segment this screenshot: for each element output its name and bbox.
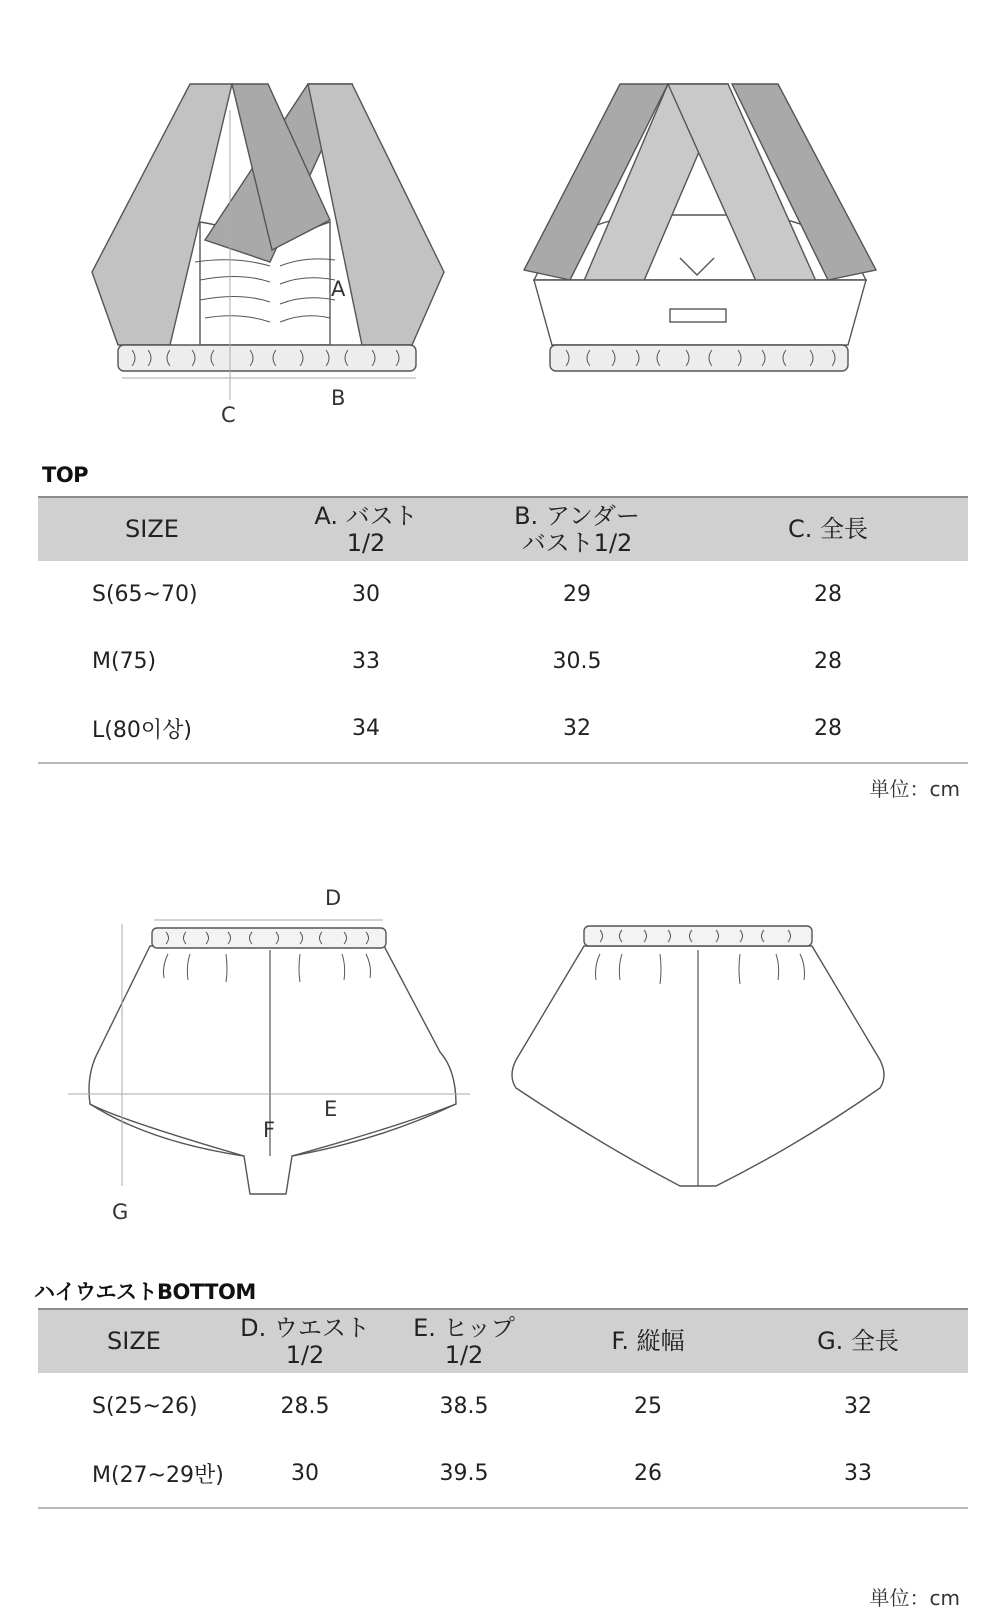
table-row	[38, 695, 968, 763]
top-section-title: TOP	[42, 463, 89, 487]
cell-size: S(25~26)	[92, 1394, 198, 1419]
label-f: F	[263, 1118, 276, 1142]
table-row	[38, 1373, 968, 1440]
header-size: SIZE	[38, 497, 266, 561]
table-header-row	[38, 1309, 968, 1373]
cell-size: M(75)	[92, 649, 157, 674]
header-rise: F. 縦幅	[548, 1309, 748, 1373]
label-e: E	[324, 1097, 338, 1121]
cell-bust: 33	[352, 649, 380, 674]
header-waist: D. ウエスト 1/2	[230, 1309, 380, 1373]
cell-waist: 28.5	[280, 1394, 330, 1419]
cell-size: S(65~70)	[92, 582, 198, 607]
header-size: SIZE	[38, 1309, 230, 1373]
cell-size: L(80이상)	[38, 695, 266, 763]
table-row	[38, 628, 968, 695]
top-front-drawing	[92, 84, 444, 400]
cell-length: 28	[688, 695, 968, 763]
cell-waist: 30	[230, 1440, 380, 1508]
cell-under-bust: 30.5	[552, 649, 602, 674]
top-back-drawing	[524, 84, 876, 371]
cell-size: M(27~29반)	[38, 1440, 230, 1508]
header-under-bust: B. アンダー バスト1/2	[466, 497, 688, 561]
bottom-unit-note: 単位：cm	[869, 1586, 960, 1610]
table-row	[38, 1440, 968, 1508]
label-a: A	[331, 277, 346, 301]
cell-rise: 26	[548, 1440, 748, 1508]
cell-under-bust: 29	[563, 582, 591, 607]
label-d: D	[325, 886, 342, 910]
cell-hip: 38.5	[439, 1394, 489, 1419]
label-g: G	[112, 1200, 129, 1224]
table-header-row	[38, 497, 968, 561]
bottom-front-drawing	[68, 920, 470, 1194]
bottom-back-drawing	[512, 926, 884, 1186]
cell-length: 33	[748, 1440, 968, 1508]
top-diagram	[0, 0, 1000, 440]
header-bust: A. バスト 1/2	[266, 497, 466, 561]
top-unit-note: 単位：cm	[869, 777, 960, 801]
cell-length: 28	[814, 582, 842, 607]
header-hip: E. ヒップ 1/2	[380, 1309, 548, 1373]
cell-length: 32	[844, 1394, 872, 1419]
header-length: C. 全長	[688, 497, 968, 561]
bottom-section-title: ハイウエストBOTTOM	[34, 1280, 256, 1304]
label-c: C	[221, 403, 236, 427]
label-b: B	[331, 386, 346, 410]
cell-length: 28	[814, 649, 842, 674]
top-size-table	[38, 496, 968, 764]
header-length: G. 全長	[748, 1309, 968, 1373]
cell-bust: 30	[352, 582, 380, 607]
cell-under-bust: 32	[466, 695, 688, 763]
cell-bust: 34	[266, 695, 466, 763]
bottom-size-table	[38, 1308, 968, 1509]
cell-rise: 25	[634, 1394, 662, 1419]
cell-hip: 39.5	[380, 1440, 548, 1508]
table-row	[38, 561, 968, 628]
bottom-diagram	[0, 880, 1000, 1220]
